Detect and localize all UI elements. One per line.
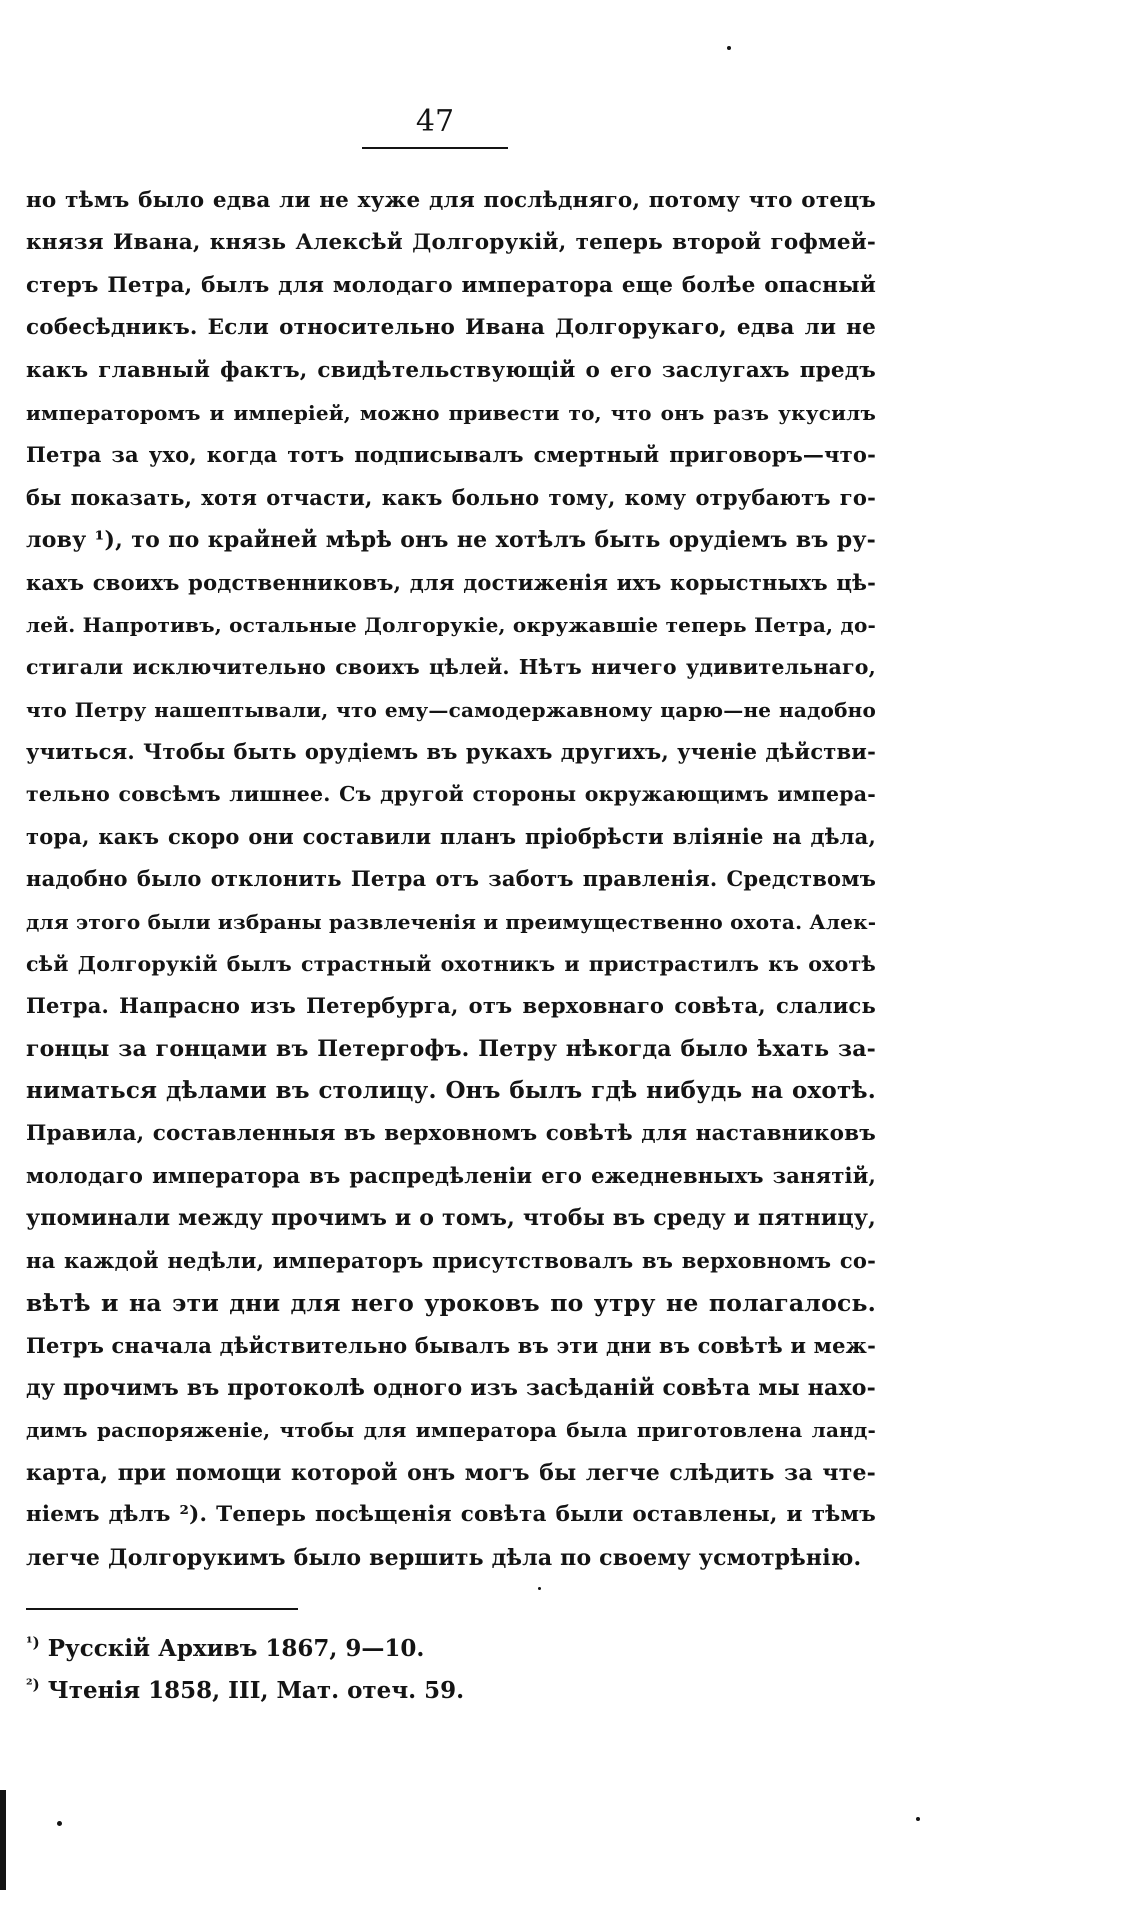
text-line: какъ главный фактъ, свидѣтельствующій о его заслугахъ предъ [26,357,876,383]
text-line: императоромъ и имперіей, можно привести то, что онъ разъ укусилъ [26,400,876,425]
text-line: ниматься дѣлами въ столицу. Онъ былъ гдѣ нибудь на охотѣ. [26,1077,876,1105]
text-line: ніемъ дѣлъ ²). Теперь посѣщенія совѣта были оставлены, и тѣмъ [26,1502,876,1528]
scan-speck [916,1817,920,1821]
footnote-2 [26,1670,726,1712]
footnote-text: Чтенія 1858, III, Мат. отеч. 59. [47,1677,465,1704]
text-line: для этого были избраны развлеченія и преимущественно охота. Алек- [26,909,877,934]
body-text [26,180,876,1579]
text-line: стеръ Петра, былъ для молодаго императора еще болѣе опасный [26,272,876,298]
text-line: тельно совсѣмъ лишнее. Съ другой стороны окружающимъ импера- [26,782,876,807]
footnote-marker: ¹) [26,1633,40,1652]
scan-speck [57,1821,62,1826]
footnote-1 [26,1628,726,1670]
page-number-underline [362,147,508,149]
text-line: лей. Напротивъ, остальные Долгорукіе, окружавшіе теперь Петра, до- [26,612,876,637]
text-line: надобно было отклонить Петра отъ заботъ правленія. Средствомъ [26,866,876,892]
text-line: кахъ своихъ родственниковъ, для достиженія ихъ корыстныхъ цѣ- [26,569,876,595]
scan-speck [538,1587,541,1590]
footnote-divider [26,1608,298,1610]
text-line: тора, какъ скоро они составили планъ пріобрѣсти вліяніе на дѣла, [26,823,876,849]
text-line: князя Ивана, князь Алексѣй Долгорукій, теперь второй гофмей- [26,230,876,256]
scan-speck [727,46,731,50]
text-line: на каждой недѣли, императоръ присутствовалъ въ верховномъ со- [26,1247,876,1273]
text-line: гонцы за гонцами въ Петергофъ. Петру нѣкогда было ѣхать за- [26,1035,876,1062]
text-line: вѣтѣ и на эти дни для него уроковъ по утру не полагалось. [26,1289,876,1318]
footnote-marker: ²) [26,1675,40,1694]
text-line: карта, при помощи которой онъ могъ бы легче слѣдить за чте- [26,1459,876,1486]
footnotes [26,1628,726,1712]
text-line: учиться. Чтобы быть орудіемъ въ рукахъ другихъ, ученіе дѣйстви- [26,739,876,765]
text-line: Правила, составленныя въ верховномъ совѣтѣ для наставниковъ [26,1120,876,1146]
text-line: упоминали между прочимъ и о томъ, чтобы въ среду и пятницу, [26,1205,876,1232]
text-line: Петра за ухо, когда тотъ подписывалъ смертный приговоръ—что- [26,442,876,468]
page-number: 47 [415,104,455,139]
text-line: молодаго императора въ распредѣленіи его ежедневныхъ занятій, [26,1162,876,1188]
scan-edge-mark [0,1790,6,1890]
text-line-last: легче Долгорукимъ было вершить дѣла по своему усмотрѣнію. [26,1544,862,1571]
text-line: ду прочимъ въ протоколѣ одного изъ засѣданій совѣта мы нахо- [26,1374,876,1401]
text-line: лову ¹), то по крайней мѣрѣ онъ не хотѣлъ быть орудіемъ въ ру- [26,527,876,554]
text-line: бы показать, хотя отчасти, какъ больно тому, кому отрубаютъ го- [26,484,876,510]
footnote-text: Русскій Архивъ 1867, 9—10. [47,1635,425,1662]
text-line: димъ распоряженіе, чтобы для императора была приготовлена ланд- [26,1418,876,1443]
text-line: Петръ сначала дѣйствительно бывалъ въ эти дни въ совѣтѣ и меж- [26,1332,876,1358]
text-line: но тѣмъ было едва ли не хуже для послѣдняго, потому что отецъ [26,188,876,213]
text-line: что Петру нашептывали, что ему—самодержавному царю—не надобно [26,697,876,722]
text-line: стигали исключительно своихъ цѣлей. Нѣтъ ничего удивительнаго, [26,655,876,680]
text-line: собесѣдникъ. Если относительно Ивана Долгорукаго, едва ли не [26,315,876,341]
text-line: сѣй Долгорукій былъ страстный охотникъ и пристрастилъ къ охотѣ [26,952,876,977]
text-line: Петра. Напрасно изъ Петербурга, отъ верховнаго совѣта, слались [26,993,876,1019]
